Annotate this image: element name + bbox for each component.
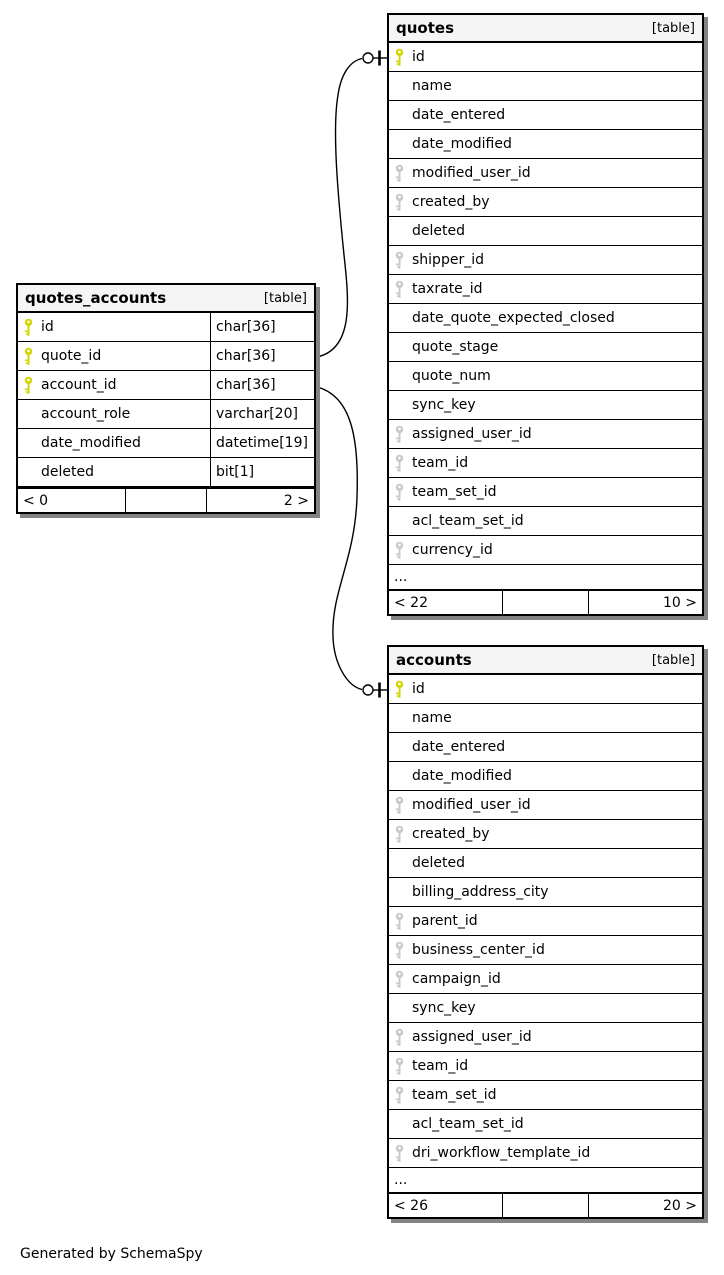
footer-middle-cell [502, 591, 588, 614]
foreign-key-icon [394, 483, 406, 502]
column-row-modified_user_id [389, 791, 702, 820]
column-name: acl_team_set_id [412, 1116, 524, 1132]
column-row-business_center_id [389, 936, 702, 965]
column-row-parent_id [389, 907, 702, 936]
relationship-quote-id-to-quotes [317, 51, 387, 358]
column-row-account_id [18, 371, 314, 400]
column-row-taxrate_id [389, 275, 702, 304]
column-row-billing_address_city [389, 878, 702, 907]
connector-circle-icon [363, 685, 373, 695]
table-accounts[interactable] [387, 645, 704, 1219]
table-header[interactable] [389, 15, 702, 43]
table-title[interactable]: accounts [396, 651, 472, 669]
column-name-cell [18, 371, 211, 399]
column-name: acl_team_set_id [412, 513, 524, 529]
column-name: deleted [412, 223, 465, 239]
column-row-team_set_id [389, 1081, 702, 1110]
column-name-cell [18, 458, 211, 486]
column-name: modified_user_id [412, 165, 531, 181]
column-row-quote_id [18, 342, 314, 371]
column-row-date_modified [389, 130, 702, 159]
column-type: datetime[19] [216, 435, 308, 451]
parent-count: < 26 [394, 1197, 428, 1214]
primary-key-icon [394, 48, 406, 67]
foreign-key-icon [394, 251, 406, 270]
column-row-team_id [389, 449, 702, 478]
column-rows [18, 313, 314, 487]
column-name: id [412, 49, 425, 65]
column-row-date_entered [389, 733, 702, 762]
column-row-quote_stage [389, 333, 702, 362]
column-row-account_role [18, 400, 314, 429]
column-type: char[36] [216, 377, 276, 393]
foreign-key-icon [394, 1028, 406, 1047]
child-count: 20 > [663, 1197, 697, 1214]
primary-key-icon [394, 680, 406, 699]
column-row-sync_key [389, 391, 702, 420]
column-name: quote_stage [412, 339, 499, 355]
child-count: 10 > [663, 594, 697, 611]
column-name: account_id [41, 377, 117, 393]
column-name: assigned_user_id [412, 1029, 532, 1045]
column-type: varchar[20] [216, 406, 298, 422]
table-type-badge: [table] [651, 652, 695, 668]
column-type: char[36] [216, 319, 276, 335]
column-name: date_modified [41, 435, 141, 451]
column-row-deleted [389, 849, 702, 878]
column-name: id [41, 319, 54, 335]
column-row-team_id [389, 1052, 702, 1081]
footer-middle-cell [125, 489, 207, 512]
column-name: team_set_id [412, 1087, 497, 1103]
table-quotes[interactable] [387, 13, 704, 616]
column-name: sync_key [412, 1000, 476, 1016]
column-type: char[36] [216, 348, 276, 364]
table-type-badge: [table] [263, 290, 307, 306]
column-name: name [412, 710, 452, 726]
column-type: bit[1] [216, 464, 255, 480]
column-name: dri_workflow_template_id [412, 1145, 591, 1161]
column-row-name [389, 72, 702, 101]
column-row-quote_num [389, 362, 702, 391]
foreign-key-icon [394, 164, 406, 183]
foreign-key-icon [394, 454, 406, 473]
column-row-assigned_user_id [389, 420, 702, 449]
foreign-key-icon [394, 912, 406, 931]
column-row-date_quote_expected_closed [389, 304, 702, 333]
column-row-sync_key [389, 994, 702, 1023]
column-row-acl_team_set_id [389, 1110, 702, 1139]
column-rows [389, 675, 702, 1168]
column-name: assigned_user_id [412, 426, 532, 442]
column-row-dri_workflow_template_id [389, 1139, 702, 1168]
column-name: sync_key [412, 397, 476, 413]
primary-key-icon [23, 347, 35, 366]
column-row-modified_user_id [389, 159, 702, 188]
column-name: currency_id [412, 542, 493, 558]
foreign-key-icon [394, 425, 406, 444]
table-footer [389, 589, 702, 614]
column-row-deleted [389, 217, 702, 246]
column-row-date_modified [389, 762, 702, 791]
column-name: taxrate_id [412, 281, 483, 297]
column-row-campaign_id [389, 965, 702, 994]
column-name: date_modified [412, 136, 512, 152]
column-name-cell [18, 400, 211, 428]
relationship-account-id-to-accounts [317, 387, 387, 698]
generated-by-caption: Generated by SchemaSpy [20, 1246, 203, 1262]
column-name: id [412, 681, 425, 697]
foreign-key-icon [394, 796, 406, 815]
parent-count: < 0 [23, 492, 49, 509]
column-row-shipper_id [389, 246, 702, 275]
connector-circle-icon [363, 53, 373, 63]
foreign-key-icon [394, 825, 406, 844]
column-name: team_id [412, 1058, 469, 1074]
column-name: parent_id [412, 913, 478, 929]
column-name-cell [18, 429, 211, 457]
foreign-key-icon [394, 941, 406, 960]
column-name: team_set_id [412, 484, 497, 500]
relationship-curve [317, 387, 362, 690]
relationship-curve [317, 59, 362, 358]
foreign-key-icon [394, 1086, 406, 1105]
column-rows [389, 43, 702, 565]
column-row-acl_team_set_id [389, 507, 702, 536]
column-row-assigned_user_id [389, 1023, 702, 1052]
more-columns-ellipsis: ... [389, 565, 702, 589]
table-footer [389, 1192, 702, 1217]
column-row-id [389, 43, 702, 72]
column-row-date_entered [389, 101, 702, 130]
foreign-key-icon [394, 1057, 406, 1076]
child-count: 2 > [283, 492, 309, 509]
parent-count: < 22 [394, 594, 428, 611]
column-row-id [18, 313, 314, 342]
column-name: business_center_id [412, 942, 545, 958]
column-row-name [389, 704, 702, 733]
column-name: quote_num [412, 368, 491, 384]
column-row-created_by [389, 820, 702, 849]
column-row-currency_id [389, 536, 702, 565]
table-quotes-accounts[interactable] [16, 283, 316, 514]
column-name: deleted [41, 464, 94, 480]
column-name: campaign_id [412, 971, 501, 987]
column-row-id [389, 675, 702, 704]
more-columns-ellipsis: ... [389, 1168, 702, 1192]
column-name: team_id [412, 455, 469, 471]
table-header[interactable] [18, 285, 314, 313]
table-title[interactable]: quotes [396, 19, 454, 37]
foreign-key-icon [394, 193, 406, 212]
column-name: date_modified [412, 768, 512, 784]
footer-middle-cell [502, 1194, 588, 1217]
column-name: date_entered [412, 107, 506, 123]
column-name: created_by [412, 826, 490, 842]
foreign-key-icon [394, 280, 406, 299]
table-title[interactable]: quotes_accounts [25, 289, 167, 307]
column-name: created_by [412, 194, 490, 210]
column-name: account_role [41, 406, 131, 422]
column-row-team_set_id [389, 478, 702, 507]
foreign-key-icon [394, 1144, 406, 1163]
column-name: date_entered [412, 739, 506, 755]
column-name: deleted [412, 855, 465, 871]
column-name-cell [18, 342, 211, 370]
column-name: date_quote_expected_closed [412, 310, 615, 326]
column-name: billing_address_city [412, 884, 549, 900]
column-row-created_by [389, 188, 702, 217]
column-name-cell [18, 313, 211, 341]
foreign-key-icon [394, 970, 406, 989]
column-row-date_modified [18, 429, 314, 458]
column-name: quote_id [41, 348, 102, 364]
column-name: shipper_id [412, 252, 484, 268]
column-row-deleted [18, 458, 314, 487]
table-header[interactable] [389, 647, 702, 675]
table-type-badge: [table] [651, 20, 695, 36]
primary-key-icon [23, 318, 35, 337]
primary-key-icon [23, 376, 35, 395]
column-name: modified_user_id [412, 797, 531, 813]
column-name: name [412, 78, 452, 94]
foreign-key-icon [394, 541, 406, 560]
table-footer [18, 487, 314, 512]
